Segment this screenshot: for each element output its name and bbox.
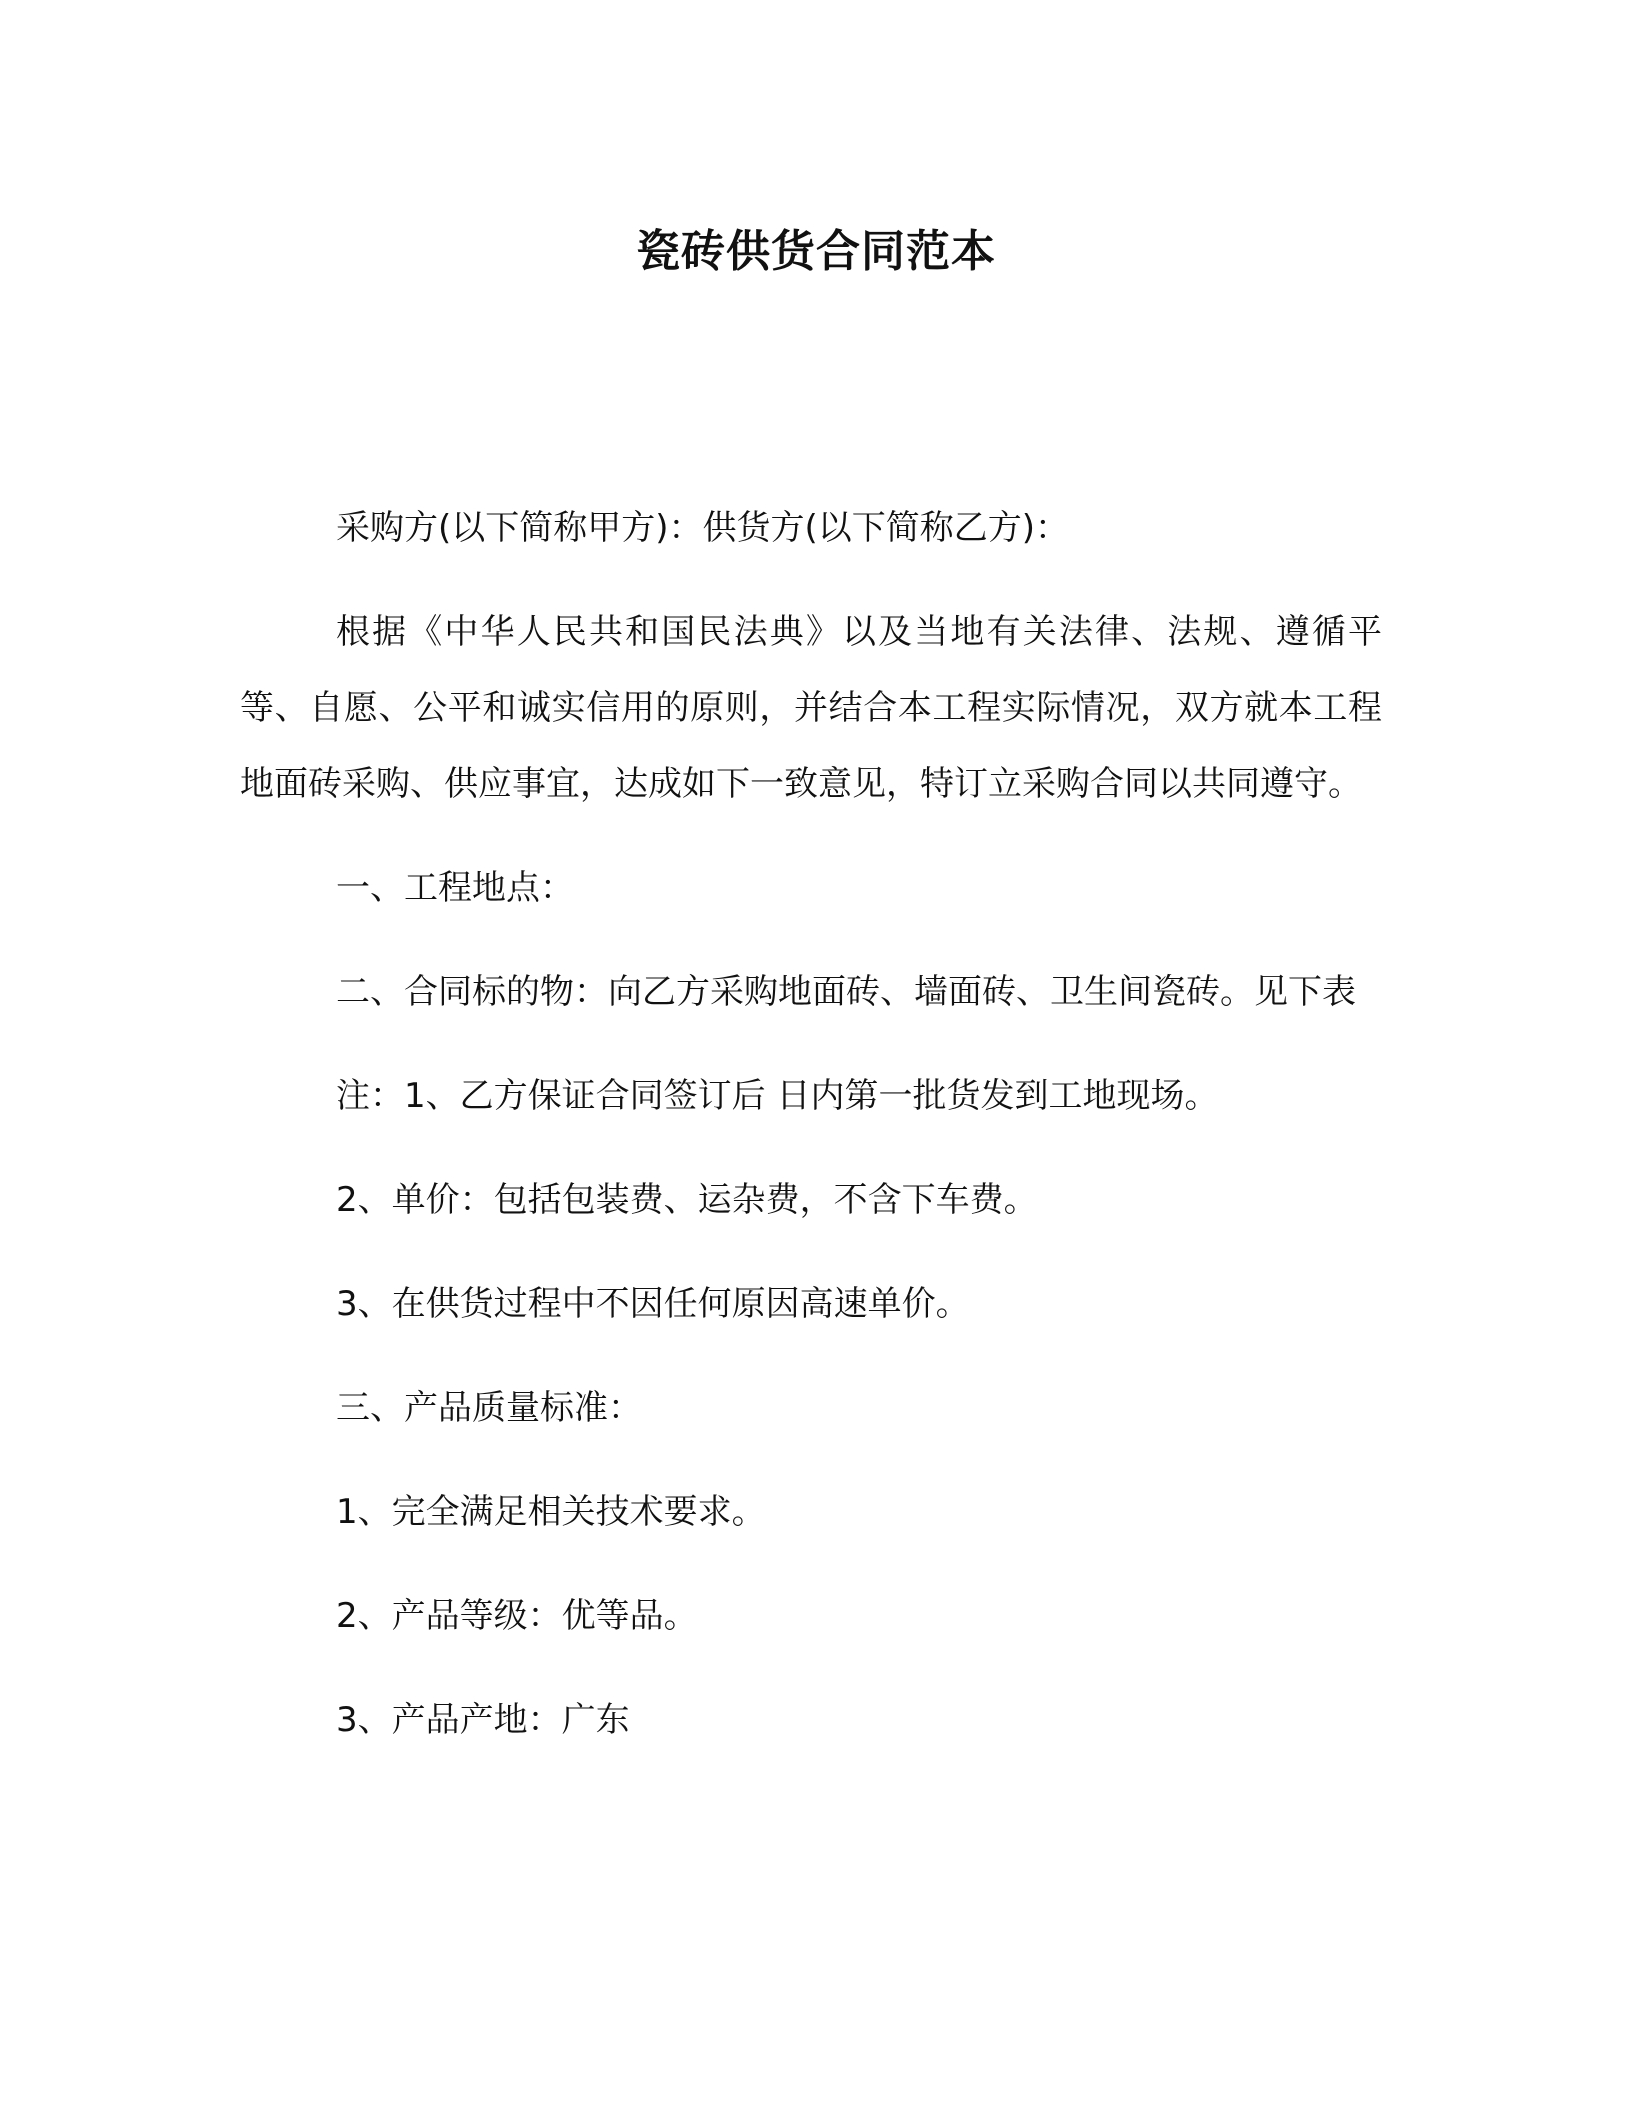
- quality-item-1: 1、完全满足相关技术要求。: [336, 1492, 766, 1532]
- note-1: 注：1、乙方保证合同签订后 日内第一批货发到工地现场。: [336, 1076, 1219, 1116]
- parties-line: 采购方(以下简称甲方)：供货方(以下简称乙方)：: [336, 508, 1070, 548]
- document-title: 瓷砖供货合同范本: [636, 226, 996, 277]
- section-3-heading: 三、产品质量标准：: [336, 1388, 642, 1428]
- quality-item-3: 3、产品产地：广东: [336, 1700, 630, 1740]
- quality-item-2: 2、产品等级：优等品。: [336, 1596, 698, 1636]
- preamble-paragraph: 根据《中华人民共和国民法典》以及当地有关法律、法规、遵循平等、自愿、公平和诚实信用的原则，并结合本工程实际情况，双方就本工程地面砖采购、供应事宜，达成如下一致意见，特订立采购合同以共同遵守。: [240, 612, 1382, 804]
- document-body: [240, 490, 1382, 1758]
- note-3: 3、在供货过程中不因任何原因高速单价。: [336, 1284, 970, 1324]
- section-2-heading: 二、合同标的物：向乙方采购地面砖、墙面砖、卫生间瓷砖。见下表: [336, 972, 1356, 1012]
- note-2: 2、单价：包括包装费、运杂费，不含下车费。: [336, 1180, 1038, 1220]
- section-1-heading: 一、工程地点：: [336, 868, 574, 908]
